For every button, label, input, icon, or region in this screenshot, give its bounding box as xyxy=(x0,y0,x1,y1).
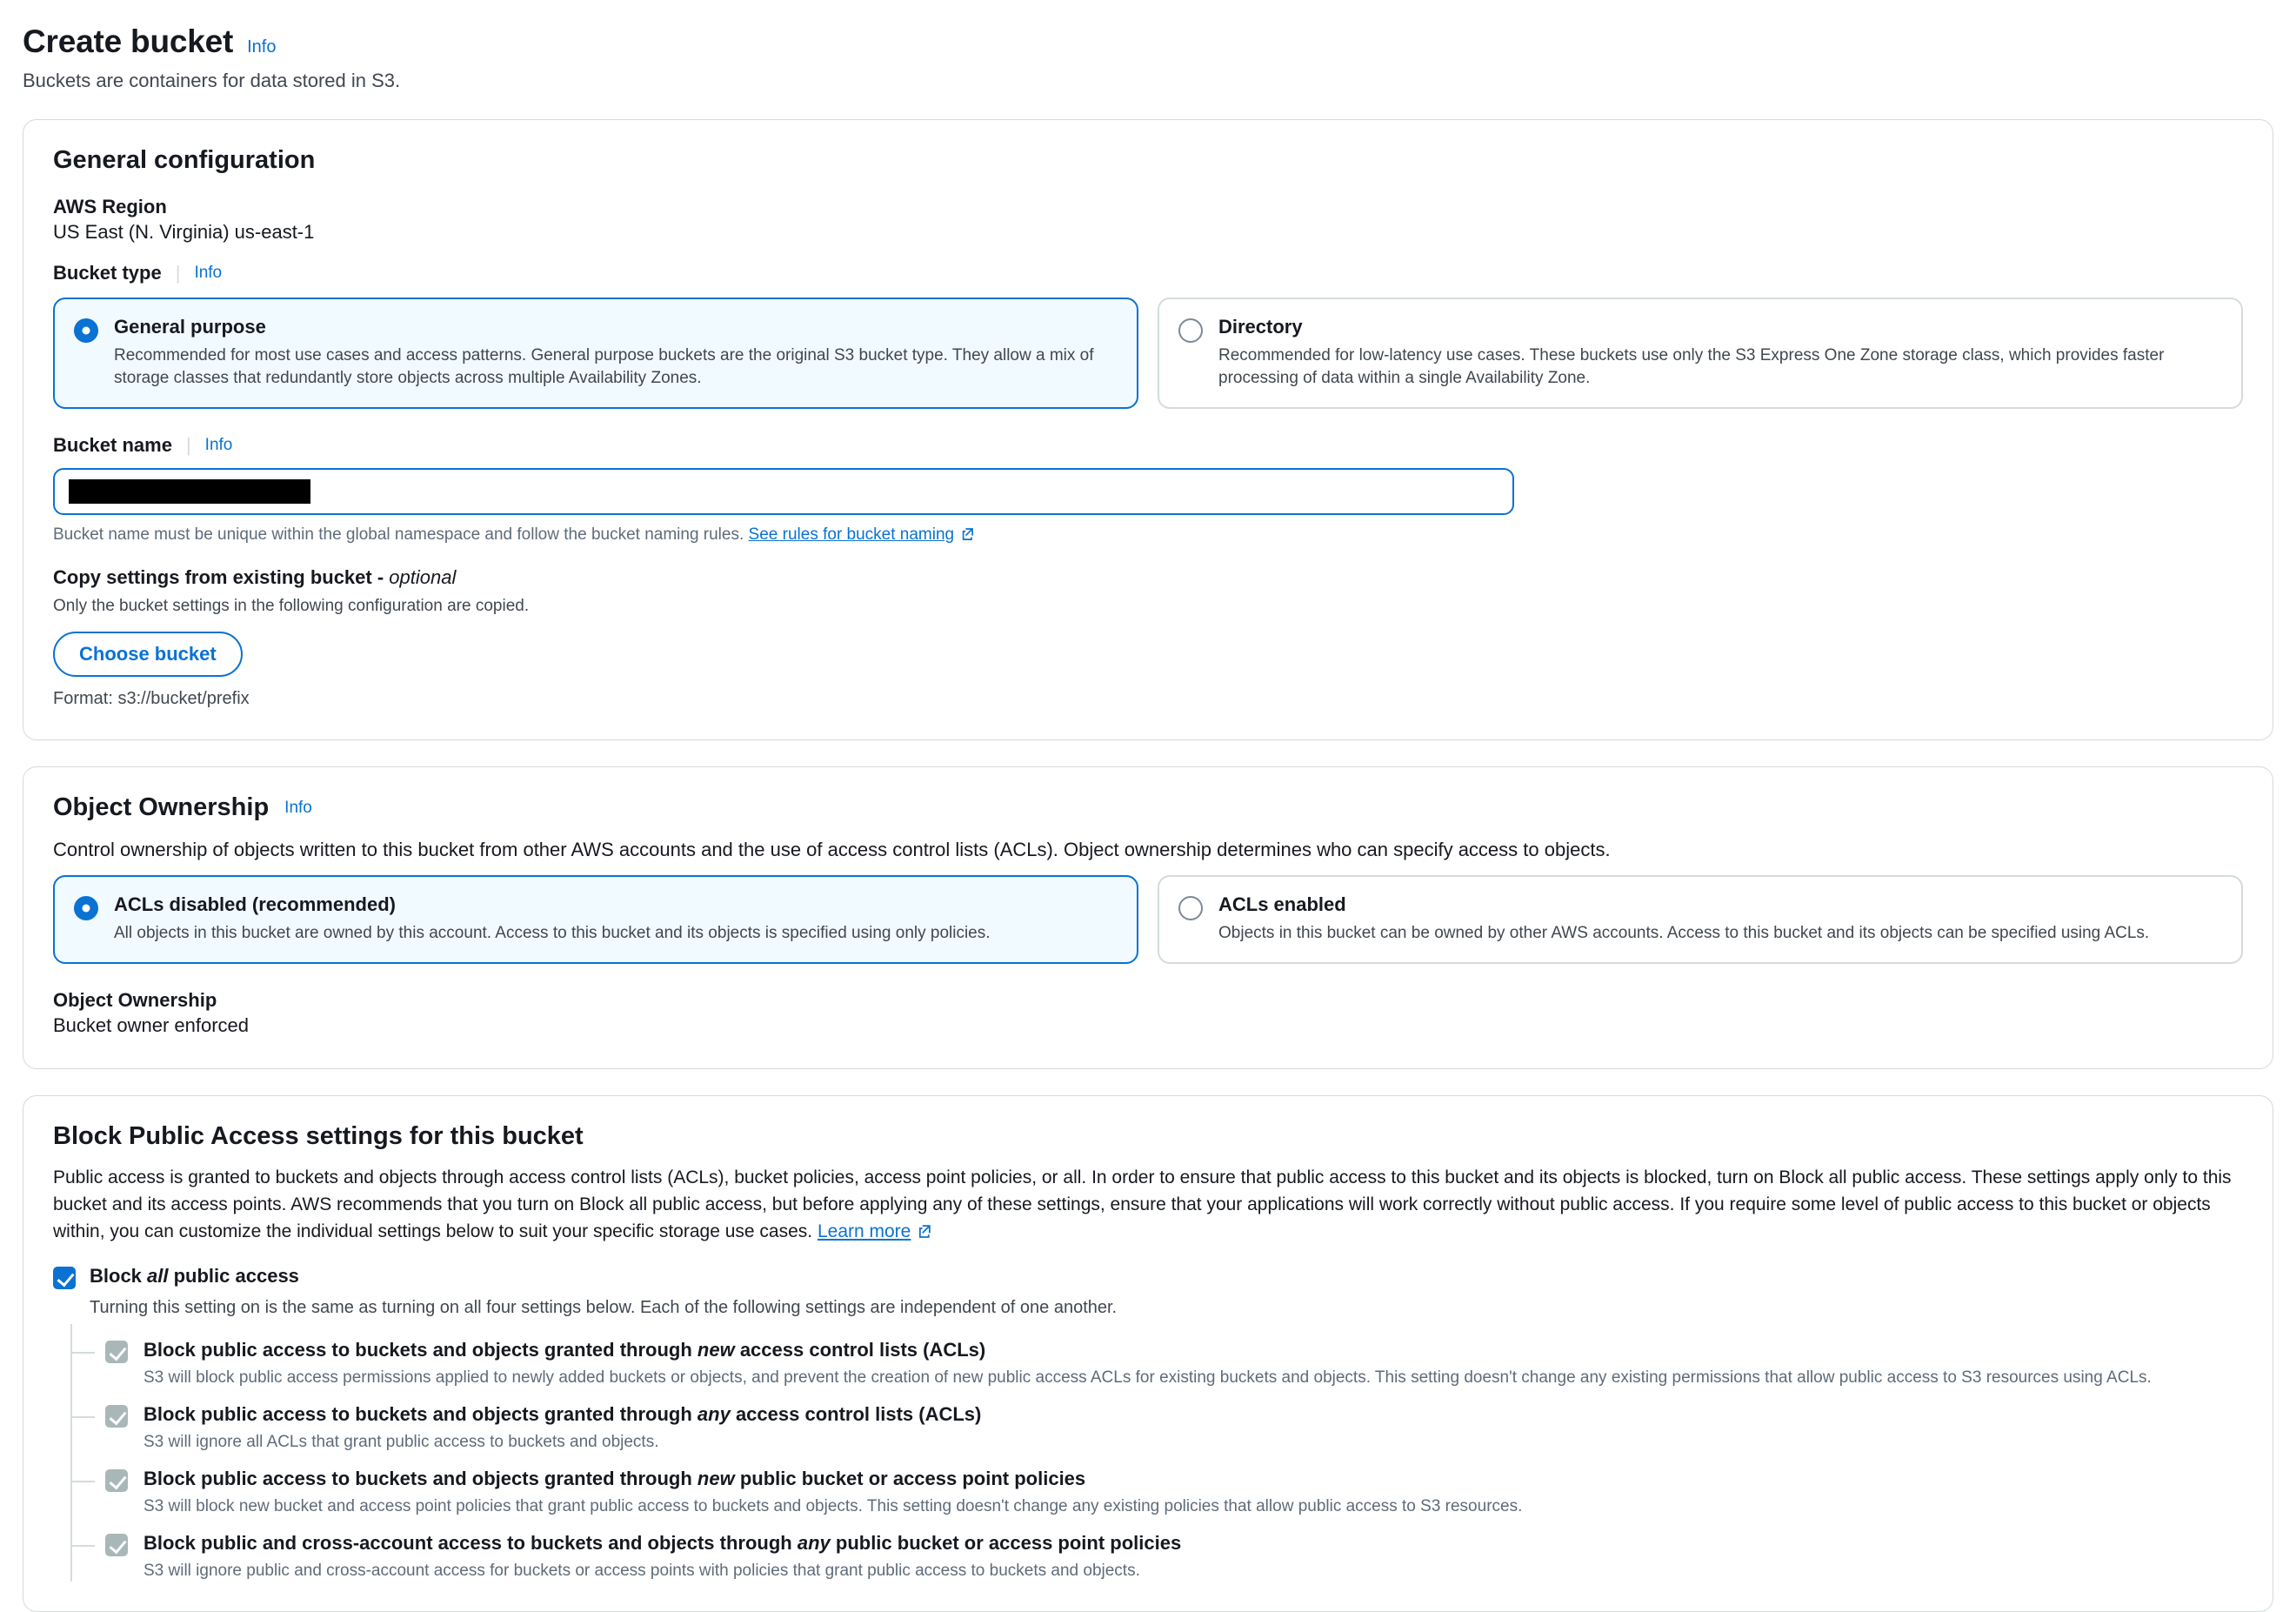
bucket-type-directory-heading: Directory xyxy=(1218,316,1303,338)
label-emphasis: any xyxy=(697,1403,731,1425)
block-new-acls-label xyxy=(144,1338,2152,1362)
page-subtitle: Buckets are containers for data stored in S3. xyxy=(23,70,401,91)
block-all-public-access-row[interactable] xyxy=(53,1264,2243,1289)
bucket-name-input-wrap xyxy=(53,468,2243,515)
aws-region-value: US East (N. Virginia) us-east-1 xyxy=(53,221,315,243)
label-emphasis: new xyxy=(697,1468,735,1489)
block-all-public-access-group xyxy=(53,1264,2243,1582)
bucket-type-label: Bucket type xyxy=(53,262,162,284)
radio-icon-acls-disabled[interactable] xyxy=(74,896,98,920)
bucket-type-label-row xyxy=(53,261,2243,285)
block-public-access-heading: Block Public Access settings for this bucket xyxy=(53,1122,584,1150)
acls-enabled-description: Objects in this bucket can be owned by other AWS accounts. Access to this bucket and its objects can be specified using ACLs. xyxy=(1218,924,2150,942)
label-post: public bucket or access point policies xyxy=(830,1532,1182,1554)
bucket-name-label-row xyxy=(53,433,2243,458)
external-link-icon xyxy=(917,1220,932,1247)
bucket-type-info-link[interactable]: Info xyxy=(194,264,223,282)
object-ownership-summary-value: Bucket owner enforced xyxy=(53,1014,250,1036)
object-ownership-option-acls-enabled[interactable] xyxy=(1158,875,2243,964)
external-link-icon xyxy=(960,525,975,548)
child-setting-new-policies xyxy=(105,1453,2243,1517)
page-info-link[interactable]: Info xyxy=(247,37,277,57)
copy-settings-label-text: Copy settings from existing bucket - xyxy=(53,566,384,588)
label-post: access control lists (ACLs) xyxy=(734,1339,986,1361)
child-setting-any-policies xyxy=(105,1517,2243,1582)
bucket-type-general-purpose-heading: General purpose xyxy=(114,316,266,338)
redacted-value xyxy=(69,479,310,504)
copy-settings-block xyxy=(53,565,2243,710)
child-row-any-policies[interactable] xyxy=(105,1531,2243,1582)
bucket-name-helper xyxy=(53,524,2243,546)
label-emphasis: all xyxy=(147,1265,169,1287)
block-all-public-access-description: Turning this setting on is the same as turning on all four settings below. Each of the following settings are independent of one another. xyxy=(90,1298,1118,1317)
label-post: public bucket or access point policies xyxy=(734,1468,1086,1489)
bucket-name-helper-text: Bucket name must be unique within the global namespace and follow the bucket naming rules. xyxy=(53,525,744,544)
checkbox-block-new-acls[interactable] xyxy=(105,1341,128,1363)
bucket-naming-rules-link[interactable]: See rules for bucket naming xyxy=(748,525,955,544)
copy-settings-optional: optional xyxy=(389,566,457,588)
copy-settings-label xyxy=(53,565,2243,590)
object-ownership-option-acls-disabled[interactable] xyxy=(53,875,1138,964)
object-ownership-description: Control ownership of objects written to this bucket from other AWS accounts and the use of access control lists (ACLs). Object ownership determines who can specify access to objects. xyxy=(53,839,1611,860)
object-ownership-summary-label: Object Ownership xyxy=(53,989,217,1011)
page-title: Create bucket xyxy=(23,23,234,59)
bucket-type-option-general-purpose[interactable] xyxy=(53,298,1138,409)
choose-bucket-button[interactable]: Choose bucket xyxy=(53,632,243,677)
child-row-any-acls[interactable] xyxy=(105,1402,2243,1453)
block-all-public-access-label xyxy=(90,1264,299,1288)
block-any-acls-description: S3 will ignore all ACLs that grant public access to buckets and objects. xyxy=(144,1433,659,1451)
block-any-acls-label xyxy=(144,1402,981,1427)
object-ownership-info-link[interactable]: Info xyxy=(284,799,312,817)
general-configuration-title xyxy=(53,144,2243,176)
block-public-access-description xyxy=(53,1164,2243,1245)
label-pre: Block public access to buckets and objects granted through xyxy=(144,1339,697,1361)
object-ownership-card xyxy=(23,766,2273,1069)
block-public-access-description-text: Public access is granted to buckets and objects through access control lists (ACLs), bucket policies, access point policies, or all. In order to ensure that public access to this bucket and its objects is blocked, turn on Block all public access. These settings apply only to this bucket and its access points. AWS recommends that you turn on Block all public access, but before applying any of these settings, ensure that your applications will work correctly without public access. If you require some level of public access to this bucket or objects within, you can customize the individual settings below to suit your specific storage use cases. xyxy=(53,1167,2232,1241)
block-new-acls-description: S3 will block public access permissions applied to newly added buckets or objects, and prevent the creation of new public access ACLs for existing buckets and objects. This setting doesn't change any existing permissions that allow public access to S3 resources using ACLs. xyxy=(144,1368,2152,1387)
bucket-name-input[interactable] xyxy=(53,468,1514,515)
label-pre: Block xyxy=(90,1265,148,1287)
label-post: access control lists (ACLs) xyxy=(730,1403,982,1425)
block-public-access-title xyxy=(53,1120,2243,1152)
block-new-policies-description: S3 will block new bucket and access point policies that grant public access to buckets and objects. This setting doesn't change any existing policies that allow public access to S3 resources. xyxy=(144,1497,1523,1515)
label-divider: | xyxy=(175,262,181,284)
object-ownership-title xyxy=(53,792,2243,826)
checkbox-block-new-policies[interactable] xyxy=(105,1469,128,1492)
block-new-policies-label xyxy=(144,1467,1522,1491)
checkbox-block-any-acls[interactable] xyxy=(105,1405,128,1428)
bucket-type-general-purpose-description: Recommended for most use cases and access patterns. General purpose buckets are the original S3 bucket type. They allow a mix of storage classes that redundantly store objects across multiple Availability Zones. xyxy=(114,346,1094,387)
general-configuration-card xyxy=(23,119,2273,740)
label-divider: | xyxy=(185,434,191,456)
radio-icon-acls-enabled[interactable] xyxy=(1178,896,1203,920)
page-header xyxy=(23,23,2273,61)
label-emphasis: new xyxy=(697,1339,735,1361)
block-any-policies-description: S3 will ignore public and cross-account access for buckets or access points with policies that grant public access to buckets and objects. xyxy=(144,1562,1140,1580)
acls-disabled-heading: ACLs disabled (recommended) xyxy=(114,893,396,915)
acls-disabled-description: All objects in this bucket are owned by this account. Access to this bucket and its objects is specified using only policies. xyxy=(114,924,991,942)
label-pre: Block public access to buckets and objects granted through xyxy=(144,1468,697,1489)
child-setting-any-acls xyxy=(105,1388,2243,1453)
acls-enabled-heading: ACLs enabled xyxy=(1218,893,1346,915)
bucket-name-info-link[interactable]: Info xyxy=(204,436,233,454)
format-note: Format: s3://bucket/prefix xyxy=(53,689,250,708)
block-public-access-children xyxy=(70,1324,2243,1582)
object-ownership-options xyxy=(53,875,2243,964)
learn-more-link[interactable]: Learn more xyxy=(817,1221,911,1241)
block-public-access-card xyxy=(23,1095,2273,1612)
child-row-new-policies[interactable] xyxy=(105,1467,2243,1517)
label-pre: Block public access to buckets and objects granted through xyxy=(144,1403,697,1425)
object-ownership-heading: Object Ownership xyxy=(53,793,270,821)
label-emphasis: any xyxy=(797,1532,831,1554)
label-post: public access xyxy=(168,1265,299,1287)
bucket-type-option-directory[interactable] xyxy=(1158,298,2243,409)
block-any-policies-label xyxy=(144,1531,1181,1555)
copy-settings-description: Only the bucket settings in the following configuration are copied. xyxy=(53,597,530,615)
general-configuration-heading: General configuration xyxy=(53,146,316,174)
checkbox-block-any-policies[interactable] xyxy=(105,1534,128,1556)
bucket-type-options xyxy=(53,298,2243,409)
radio-icon-general-purpose[interactable] xyxy=(74,318,98,343)
checkbox-block-all-public-access[interactable] xyxy=(53,1267,76,1289)
radio-icon-directory[interactable] xyxy=(1178,318,1203,343)
bucket-type-directory-description: Recommended for low-latency use cases. These buckets use only the S3 Express One Zone storage class, which provides faster processing of data within a single Availability Zone. xyxy=(1218,346,2165,387)
child-setting-new-acls xyxy=(105,1324,2243,1388)
label-pre: Block public and cross-account access to buckets and objects through xyxy=(144,1532,798,1554)
aws-region-label: AWS Region xyxy=(53,196,167,217)
bucket-name-label: Bucket name xyxy=(53,434,172,456)
child-row-new-acls[interactable] xyxy=(105,1338,2243,1388)
